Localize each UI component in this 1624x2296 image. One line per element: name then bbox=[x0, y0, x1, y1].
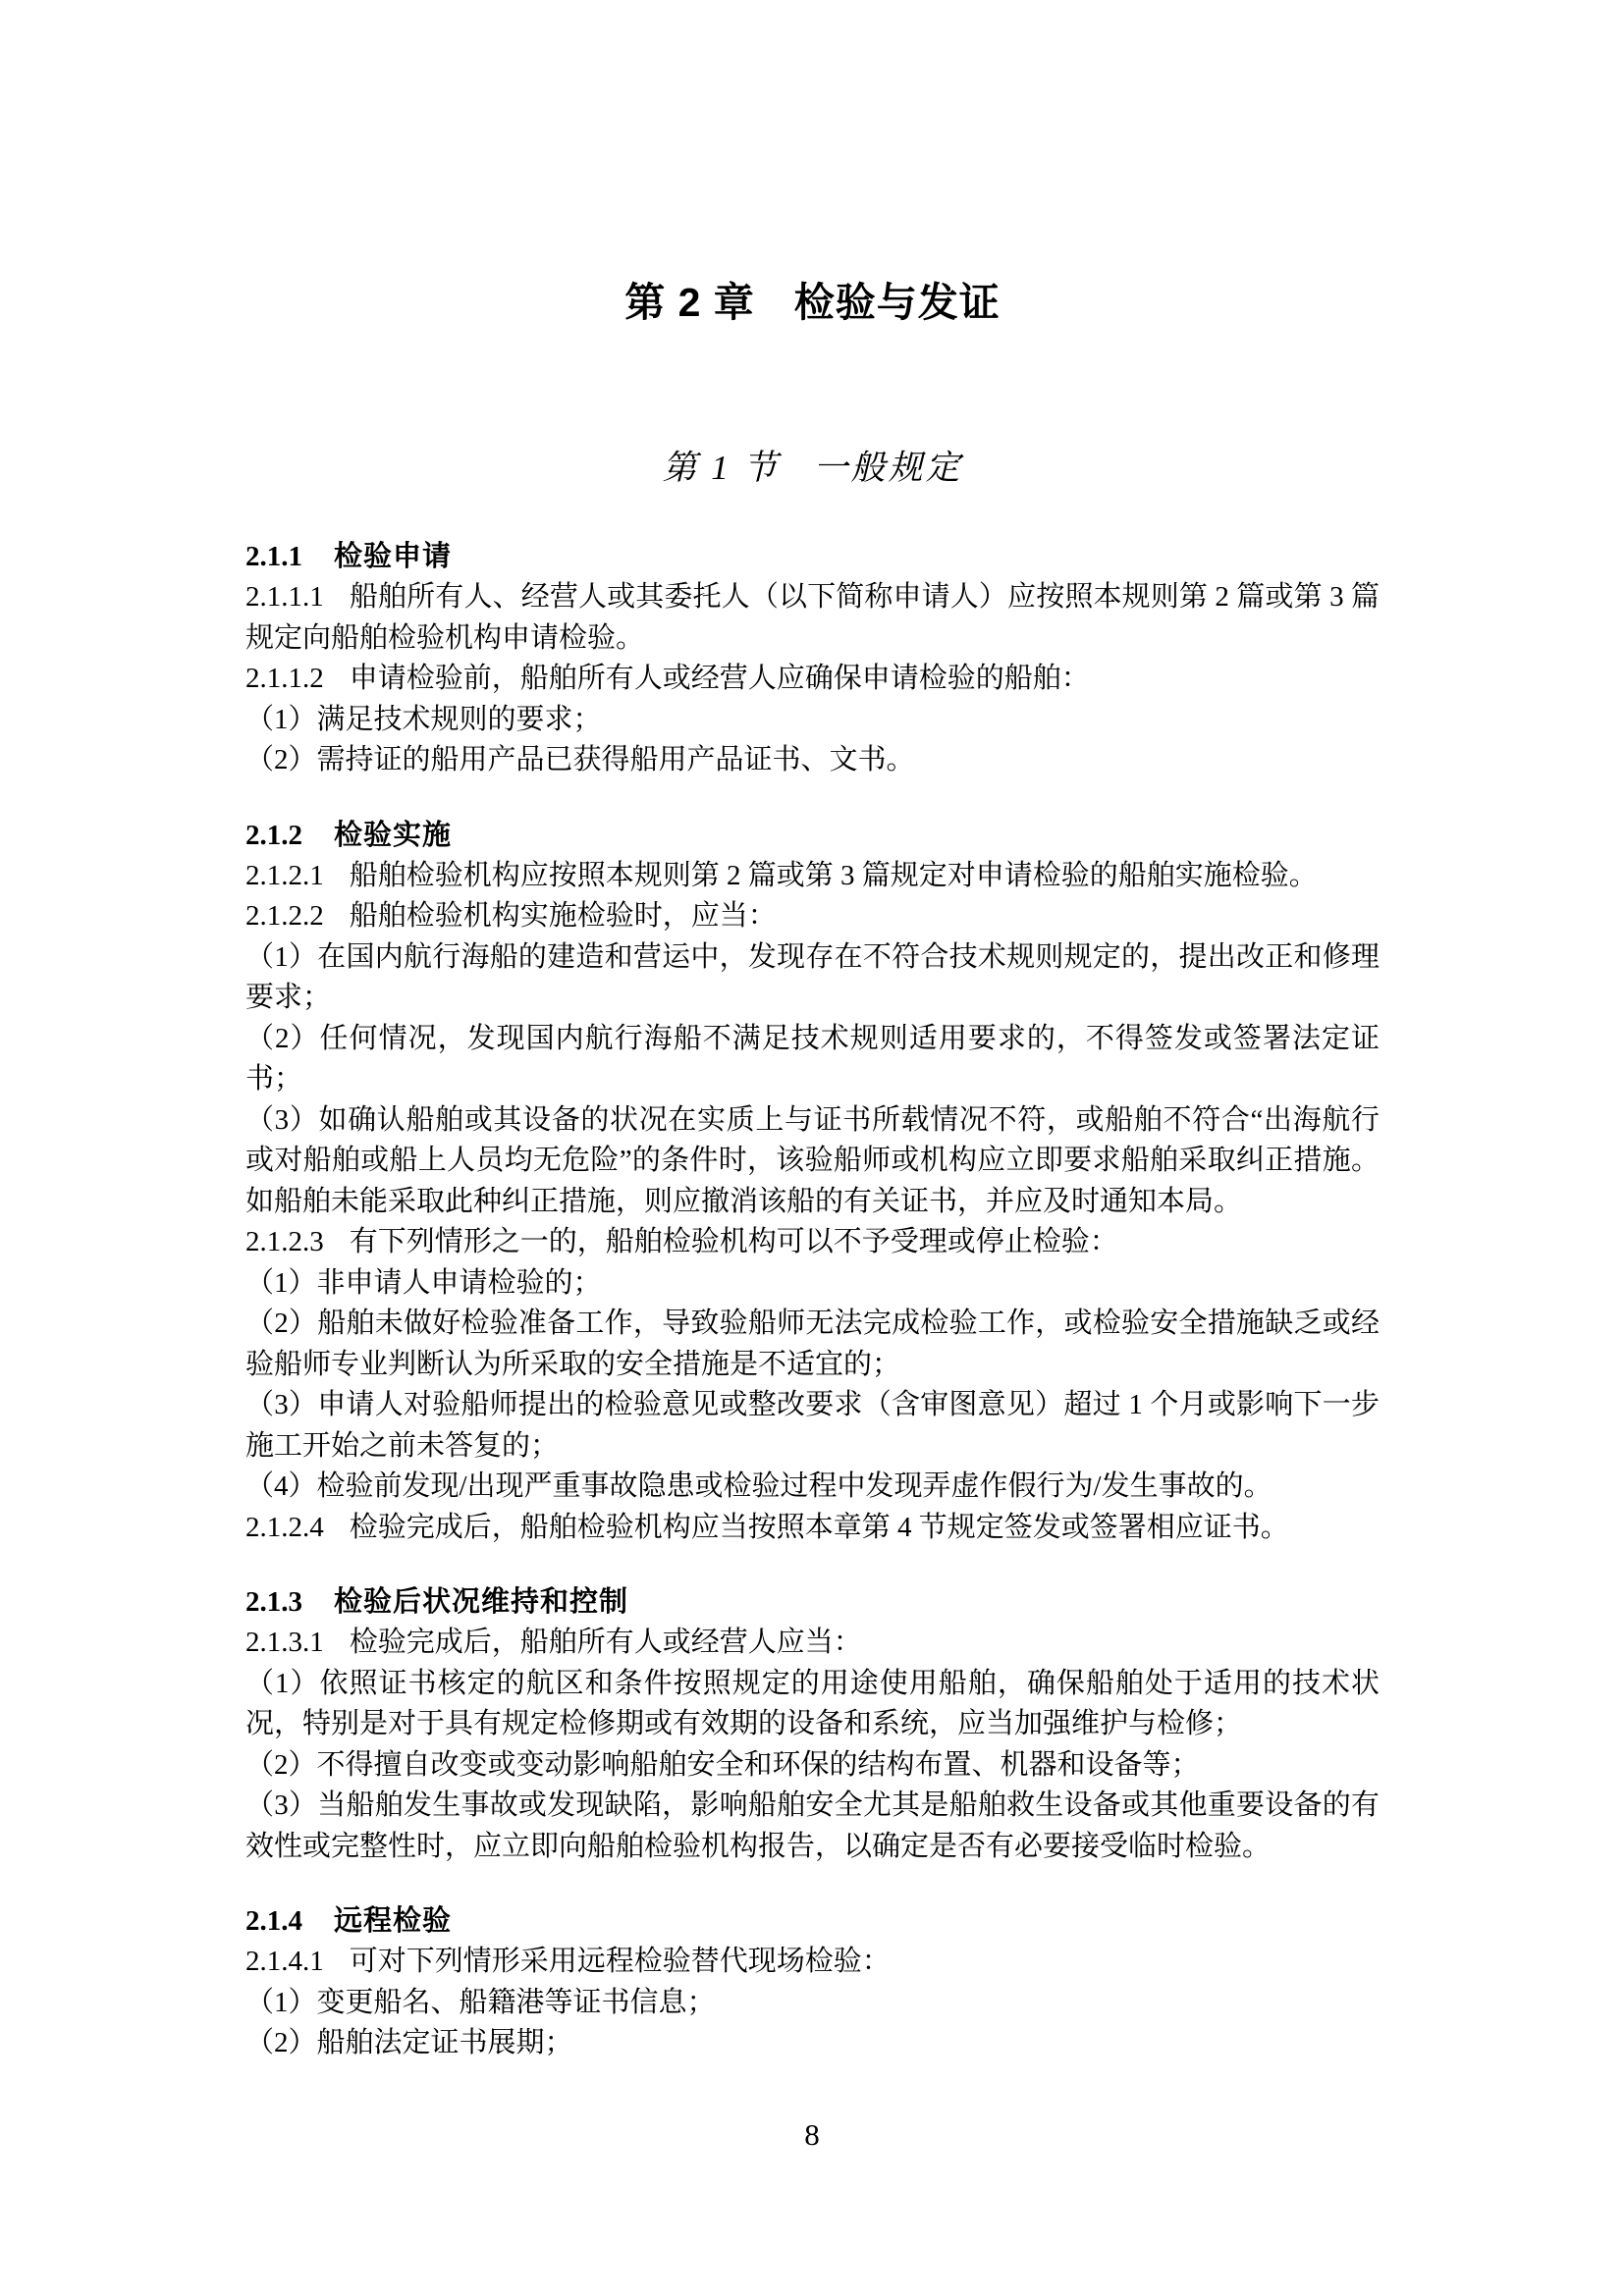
subsection-title: 检验实施 bbox=[334, 819, 453, 851]
clause-text: 有下列情形之一的，船舶检验机构可以不予受理或停止检验： bbox=[349, 1226, 1118, 1257]
clause-text: 船舶所有人、经营人或其委托人（以下简称申请人）应按照本规则第 2 篇或第 3 篇规定向船舶检验机构申请检验。 bbox=[245, 581, 1380, 654]
subsection-2-1-3 bbox=[245, 1581, 1380, 1867]
list-item bbox=[245, 1263, 1380, 1305]
clause-text: （2）不得擅自改变或变动影响船舶安全和环保的结构布置、机器和设备等； bbox=[245, 1748, 1200, 1781]
clause-paragraph bbox=[245, 1942, 1380, 1983]
clause-number: 2.1.1.2 bbox=[245, 663, 324, 694]
subsection-heading bbox=[245, 1581, 1380, 1623]
subsection-number: 2.1.2 bbox=[245, 819, 302, 851]
list-item bbox=[245, 1664, 1380, 1745]
clause-text: （1）依照证书核定的航区和条件按照规定的用途使用船舶，确保船舶处于适用的技术状况，特别是对于具有规定检修期或有效期的设备和系统，应当加强维护与检修； bbox=[245, 1667, 1380, 1739]
clause-text: （3）当船舶发生事故或发现缺陷，影响船舶安全尤其是船舶救生设备或其他重要设备的有效性或完整性时，应立即向船舶检验机构报告，以确定是否有必要接受临时检验。 bbox=[245, 1789, 1380, 1862]
clause-text: （1）满足技术规则的要求； bbox=[245, 703, 602, 735]
clause-text: 检验完成后，船舶所有人或经营人应当： bbox=[349, 1627, 862, 1658]
chapter-title bbox=[245, 280, 1380, 325]
clause-number: 2.1.4.1 bbox=[245, 1946, 324, 1977]
section-title bbox=[245, 449, 1380, 488]
list-item bbox=[245, 1304, 1380, 1385]
clause-text: 可对下列情形采用远程检验替代现场检验： bbox=[349, 1946, 891, 1977]
subsection-title: 远程检验 bbox=[334, 1905, 453, 1937]
clause-text: （2）需持证的船用产品已获得船用产品证书、文书。 bbox=[245, 744, 915, 775]
clause-paragraph bbox=[245, 856, 1380, 897]
subsection-heading bbox=[245, 536, 1380, 577]
clause-text: （3）申请人对验船师提出的检验意见或整改要求（含审图意见）超过 1 个月或影响下一步施工开始之前未答复的； bbox=[245, 1389, 1380, 1462]
subsection-heading bbox=[245, 1900, 1380, 1942]
clause-paragraph bbox=[245, 1623, 1380, 1664]
clause-number: 2.1.2.4 bbox=[245, 1511, 324, 1543]
clause-text: （1）变更船名、船籍港等证书信息； bbox=[245, 1986, 716, 2018]
list-item bbox=[245, 740, 1380, 781]
clause-paragraph bbox=[245, 577, 1380, 659]
section-title-text: 一般规定 bbox=[813, 449, 963, 487]
list-item bbox=[245, 1745, 1380, 1787]
list-item bbox=[245, 1983, 1380, 2024]
clause-text: （2）船舶法定证书展期； bbox=[245, 2027, 573, 2058]
section-label: 第 1 节 bbox=[662, 449, 781, 487]
subsection-heading bbox=[245, 815, 1380, 856]
subsection-number: 2.1.4 bbox=[245, 1905, 302, 1937]
list-item bbox=[245, 1786, 1380, 1867]
list-item bbox=[245, 2023, 1380, 2064]
chapter-title-text: 检验与发证 bbox=[793, 280, 1001, 325]
list-item bbox=[245, 937, 1380, 1019]
subsection-title: 检验申请 bbox=[334, 541, 453, 572]
subsection-number: 2.1.1 bbox=[245, 541, 302, 572]
clause-text: 检验完成后，船舶检验机构应当按照本章第 4 节规定签发或签署相应证书。 bbox=[349, 1511, 1289, 1543]
clause-text: （1）非申请人申请检验的； bbox=[245, 1266, 602, 1299]
clause-text: （3）如确认船舶或其设备的状况在实质上与证书所载情况不符，或船舶不符合“出海航行或对船舶或船上人员均无危险”的条件时，该验船师或机构应立即要求船舶采取纠正措施。如船舶未能采取此种纠正措施，则应撤消该船的有关证书，并应及时通知本局。 bbox=[245, 1103, 1380, 1217]
subsection-number: 2.1.3 bbox=[245, 1586, 302, 1618]
clause-paragraph bbox=[245, 896, 1380, 937]
clause-text: 船舶检验机构应按照本规则第 2 篇或第 3 篇规定对申请检验的船舶实施检验。 bbox=[349, 859, 1318, 891]
clause-text: 船舶检验机构实施检验时，应当： bbox=[349, 900, 777, 932]
body-text bbox=[245, 536, 1380, 2064]
page-content bbox=[245, 0, 1380, 2064]
clause-number: 2.1.2.2 bbox=[245, 900, 324, 932]
clause-number: 2.1.1.1 bbox=[245, 581, 324, 613]
list-item bbox=[245, 1385, 1380, 1467]
subsection-title: 检验后状况维持和控制 bbox=[334, 1586, 629, 1618]
clause-paragraph bbox=[245, 659, 1380, 700]
clause-text: （2）船舶未做好检验准备工作，导致验船师无法完成检验工作，或检验安全措施缺乏或经验船师专业判断认为所采取的安全措施是不适宜的； bbox=[245, 1308, 1380, 1380]
clause-number: 2.1.2.1 bbox=[245, 859, 324, 891]
list-item bbox=[245, 1467, 1380, 1508]
clause-text: （2）任何情况，发现国内航行海船不满足技术规则适用要求的，不得签发或签署法定证书； bbox=[245, 1022, 1380, 1095]
subsection-2-1-4 bbox=[245, 1900, 1380, 2064]
clause-paragraph bbox=[245, 1508, 1380, 1549]
clause-number: 2.1.3.1 bbox=[245, 1627, 324, 1658]
clause-number: 2.1.2.3 bbox=[245, 1226, 324, 1257]
list-item bbox=[245, 1019, 1380, 1100]
subsection-2-1-2 bbox=[245, 815, 1380, 1549]
list-item bbox=[245, 1100, 1380, 1223]
chapter-label: 第 2 章 bbox=[624, 280, 755, 325]
clause-text: （1）在国内航行海船的建造和营运中，发现存在不符合技术规则规定的，提出改正和修理要求； bbox=[245, 940, 1380, 1013]
clause-text: （4）检验前发现/出现严重事故隐患或检验过程中发现弄虚作假行为/发生事故的。 bbox=[245, 1470, 1272, 1502]
subsection-2-1-1 bbox=[245, 536, 1380, 781]
clause-paragraph bbox=[245, 1222, 1380, 1263]
list-item bbox=[245, 700, 1380, 741]
clause-text: 申请检验前，船舶所有人或经营人应确保申请检验的船舶： bbox=[349, 663, 1090, 694]
page-number: 8 bbox=[804, 2117, 820, 2152]
